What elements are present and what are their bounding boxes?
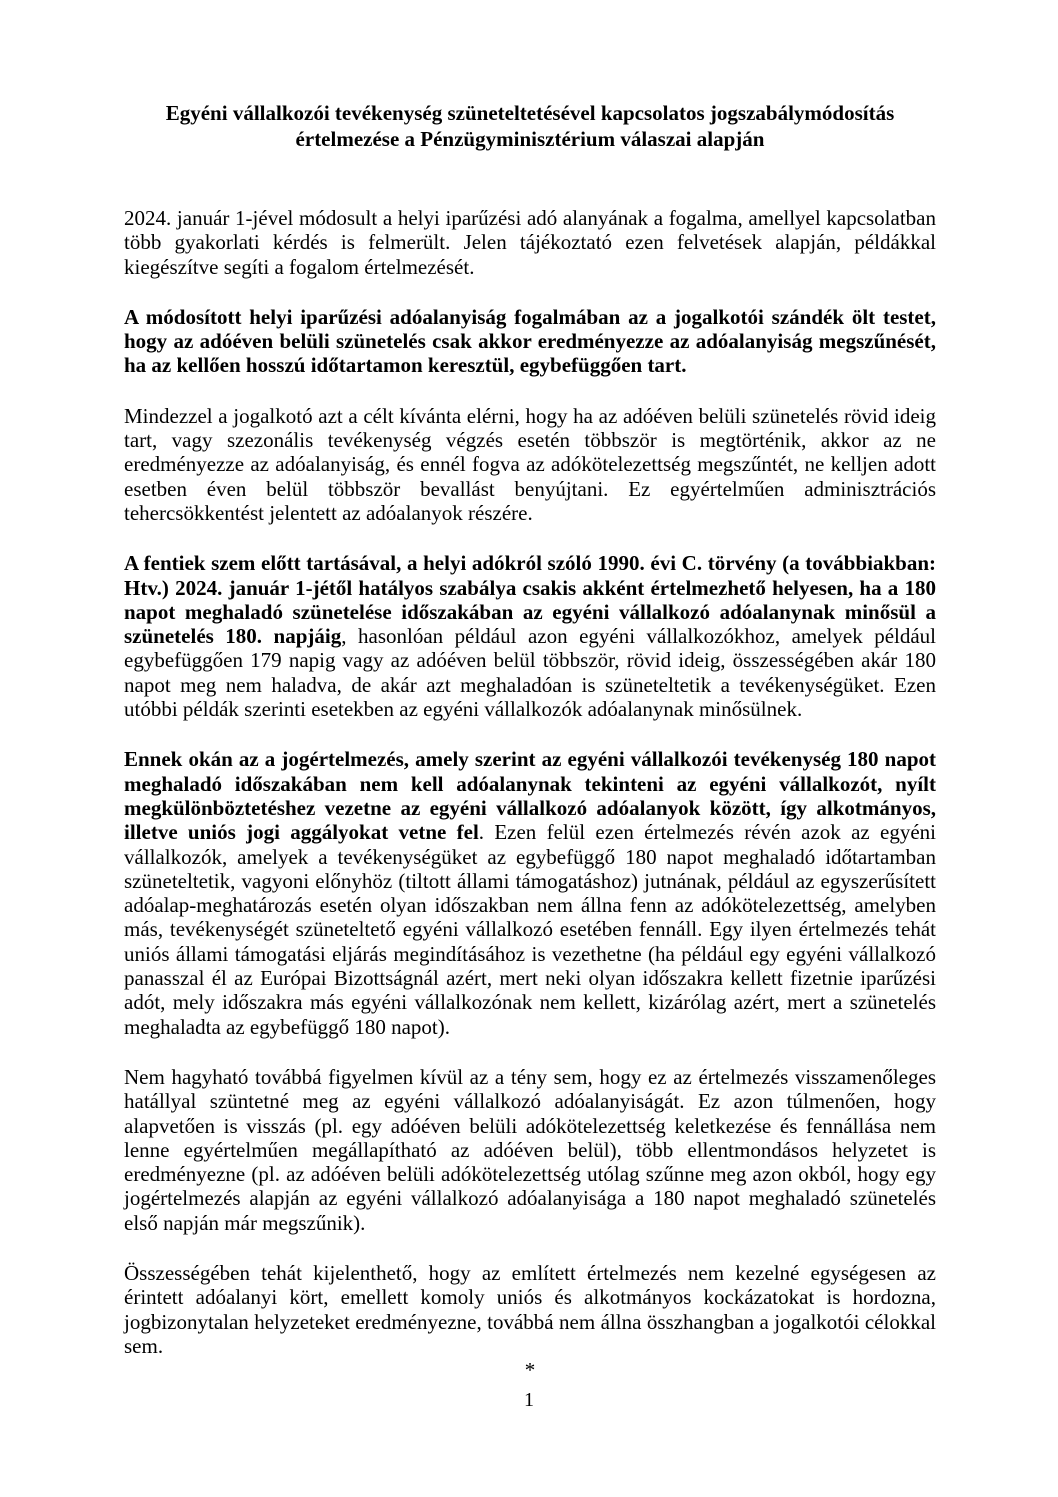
paragraph [124, 747, 936, 1039]
document-title-line: Egyéni vállalkozói tevékenység szüneteltetésével kapcsolatos jogszabálymódosítás [165, 101, 895, 125]
text-run: . Ezen felül ezen értelmezés révén azok az egyéni vállalkozók, amelyek a tevékenységüket az egybefüggő 180 napot meghaladó időtartamban szüneteltetik, vagyoni előnyhöz (tiltott állami támogatáshoz) jutnának, például az egyszerűsített adóalap-meghatározás esetén olyan időszakban nem állna fenn az adókötelezettség, amelyben más, tevékenységét szüneteltető egyéni vállalkozó esetében fennáll. Egy ilyen értelmezés tehát uniós állami támogatási eljárás megindításához is vezethetne (ha például egy egyéni vállalkozó panasszal él az Európai Bizottságnál azért, mert neki olyan időszakra kellett fizetnie iparűzési adót, mely időszakra más egyéni vállalkozónak nem kellett, kizárólag azért, mert a szünetelés meghaladta az egybefüggő 180 napot). [124, 820, 936, 1039]
paragraph [124, 404, 936, 525]
page-number: 1 [524, 1389, 534, 1411]
text-run: Összességében tehát kijelenthető, hogy az említett értelmezés nem kezelné egységesen az érintett adóalanyi kört, emellett komoly uniós és alkotmányos kockázatokat is hordozna, jogbizonytalan helyzeteket eredményezne, továbbá nem állna összhangban a jogalkotói célokkal sem. [124, 1260, 936, 1358]
paragraph [124, 206, 936, 279]
text-run-bold: A fentiek szem előtt tartásával, a helyi adókról szóló 1990. évi C. törvény (a továbbiakban: Htv.) 2024. január 1-jétől hatályos szabálya csakis akként értelmezhető helyesen, ha a 180 napot meghaladó szünetelése időszakában az egyéni vállalkozó adóalanynak minősül a szünetelés 180. napjáig [124, 551, 936, 649]
text-run: , hasonlóan például azon egyéni vállalkozókhoz, amelyek például egybefüggően 179 napig vagy az adóéven belül többször, rövid ideig, összességében akár 180 napot meg nem haladva, de akár azt meghaladóan is szüneteltetik a tevékenységüket. Ezen utóbbi példák szerinti esetekben az egyéni vállalkozók adóalanynak minősülnek. [124, 624, 937, 722]
document-body [124, 206, 936, 1358]
document-title [124, 100, 936, 152]
text-run: Nem hagyható továbbá figyelmen kívül az a tény sem, hogy ez az értelmezés visszamenőleges hatállyal szüntetné meg az egyéni vállalkozó adóalanyiságát. Ez azon túlmenően, hogy alapvetően is visszás (pl. egy adóéven belüli adókötelezettség keletkezése és fennállása nem lenne egyértelműen megállapítható az adóéven belül), több ellentmondásos helyzetet is eredményezne (pl. az adóéven belüli adókötelezettség utólag szűnne meg azon okból, hogy egy jogértelmezés alapján az egyéni vállalkozó adóalanyisága a 180 napot meghaladó szünetelés első napján már megszűnik). [124, 1064, 936, 1235]
paragraph [124, 1065, 936, 1235]
document-title-line: értelmezése a Pénzügyminisztérium válaszai alapján [295, 127, 765, 151]
paragraph [124, 305, 936, 378]
text-run-bold: A módosított helyi iparűzési adóalanyiság fogalmában az a jogalkotói szándék ölt testet, hogy az adóéven belüli szünetelés csak akkor eredményezze az adóalanyiság megszűnését, ha az kellően hosszú időtartamon keresztül, egybefüggően tart. [124, 304, 936, 378]
text-run: 2024. január 1-jével módosult a helyi iparűzési adó alanyának a fogalma, amellyel kapcsolatban több gyakorlati kérdés is felmerült. Jelen tájékoztató ezen felvetések alapján, példákkal kiegészítve segíti a fogalom értelmezését. [124, 206, 936, 279]
text-run-bold: Ennek okán az a jogértelmezés, amely szerint az egyéni vállalkozói tevékenység 180 napot meghaladó időszakában nem kell adóalanynak tekinteni az egyéni vállalkozót, nyílt megkülönböztetéshez vezetne az egyéni vállalkozó adóalanyok között, így alkotmányos, illetve uniós jogi aggályokat vetne fel [124, 747, 936, 845]
text-run: Mindezzel a jogalkotó azt a célt kívánta elérni, hogy ha az adóéven belüli szünetelés rövid ideig tart, vagy szezonális tevékenység végzés esetén többször is megtörténik, akkor az ne eredményezze az adóalanyiság, és ennél fogva az adókötelezettség megszűntét, ne kelljen adott esetben éven belül többször bevallást benyújtani. Ez egyértelműen adminisztrációs tehercsökkentést jelentett az adóalanyok részére. [124, 403, 936, 525]
paragraph [124, 1261, 936, 1358]
paragraph [124, 551, 936, 721]
section-separator-asterisk: * [524, 1358, 536, 1383]
